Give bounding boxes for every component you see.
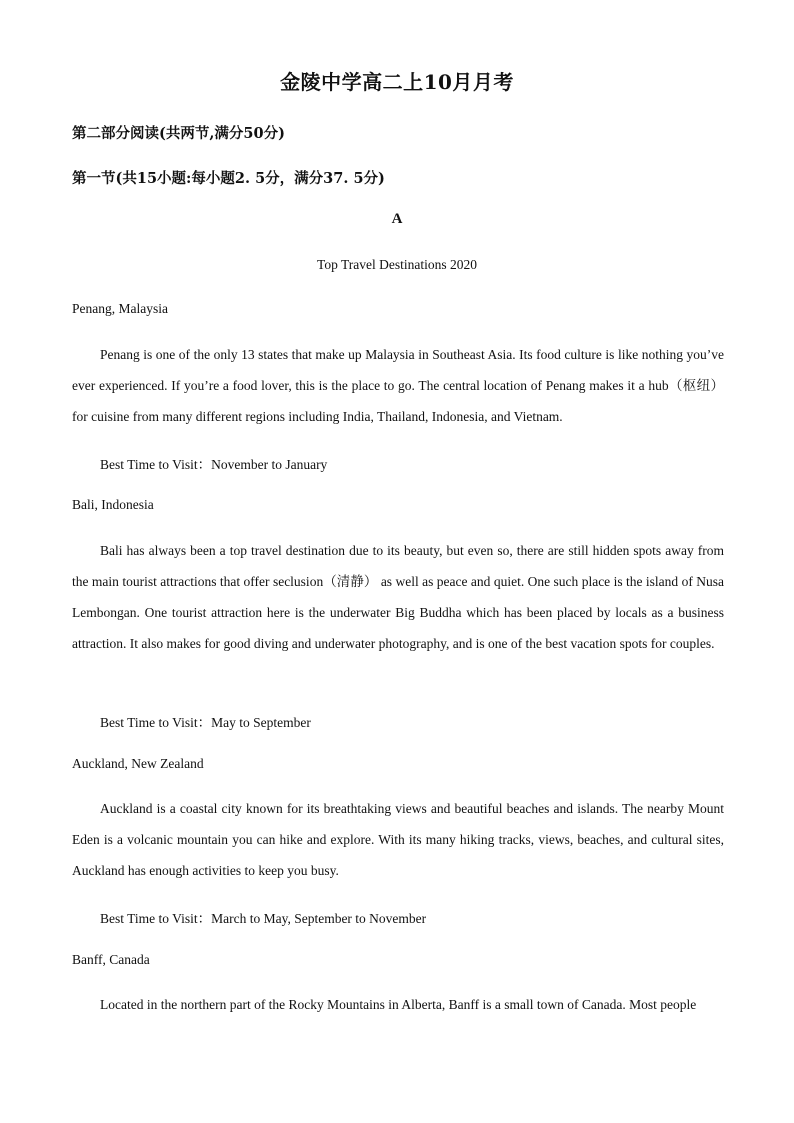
best-time-penang: Best Time to Visit：November to January <box>100 457 328 472</box>
passage-title: Top Travel Destinations 2020 <box>317 257 477 272</box>
destination-name-penang: Penang, Malaysia <box>72 301 168 316</box>
best-time-auckland: Best Time to Visit：March to May, September to November <box>100 911 427 926</box>
destination-name-banff: Banff, Canada <box>72 952 150 967</box>
exam-title: 金陵中学高二上10月月考 <box>280 70 514 94</box>
destination-name-auckland: Auckland, New Zealand <box>72 756 204 771</box>
destination-text-penang: Penang is one of the only 13 states that make up Malaysia in Southeast Asia. Its food culture is like nothing you’ve ever experienced. If you’re a food lover, this is the place to go. The central location of Penang makes it a hub（枢纽）for cuisine from many different regions including India, Thailand, Indonesia, and Vietnam. <box>72 347 724 424</box>
destination-name-bali: Bali, Indonesia <box>72 497 154 512</box>
section-heading: 第一节(共15小题:每小题2. 5分，满分37. 5分) <box>72 170 385 187</box>
destination-text-banff: Located in the northern part of the Rocky Mountains in Alberta, Banff is a small town of Canada. Most people <box>100 997 697 1012</box>
part-heading: 第二部分阅读(共两节,满分50分) <box>72 125 285 142</box>
destination-text-bali: Bali has always been a top travel destination due to its beauty, but even so, there are still hidden spots away from the main tourist attractions that offer seclusion（清静） as well as peace and quiet. One such place is the island of Nusa Lembongan. One tourist attraction here is the underwater Big Buddha which has been placed by locals as a business attraction. It also makes for good diving and underwater photography, and is one of the best vacation spots for couples. <box>72 543 724 651</box>
best-time-bali: Best Time to Visit：May to September <box>100 715 311 730</box>
section-letter: A <box>391 211 403 227</box>
destination-text-auckland: Auckland is a coastal city known for its breathtaking views and beautiful beaches and islands. The nearby Mount Eden is a volcanic mountain you can hike and explore. With its many hiking tracks, views, beaches, and cultural sites, Auckland has enough activities to keep you busy. <box>72 801 724 878</box>
